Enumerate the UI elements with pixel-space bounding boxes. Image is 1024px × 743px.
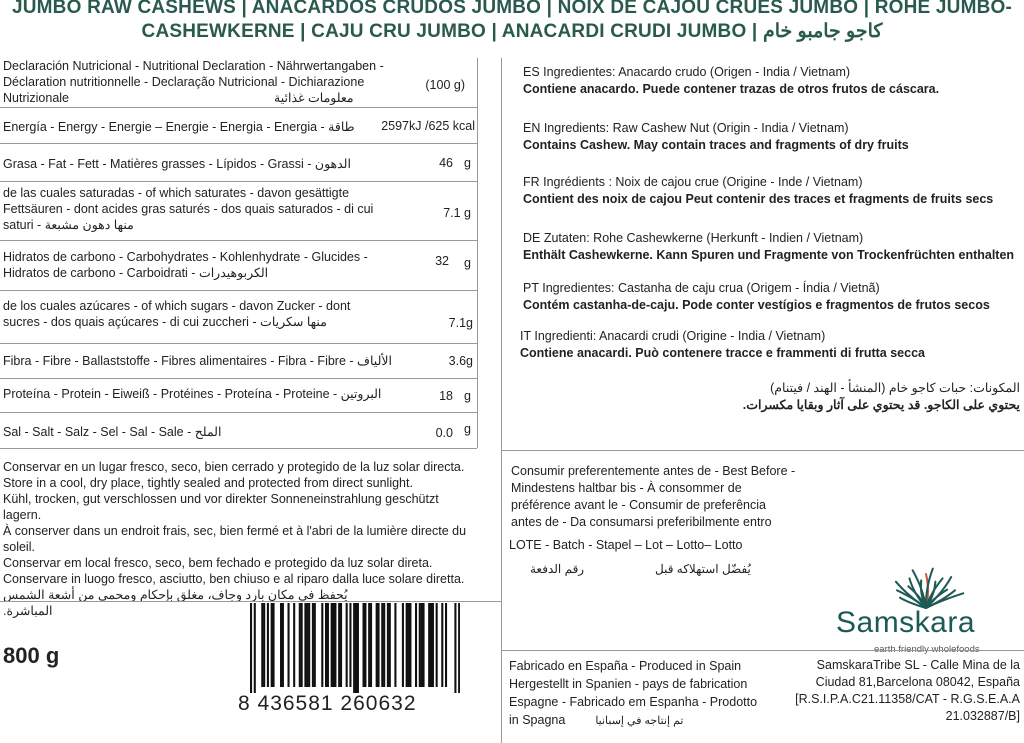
made-in-line: Espagne - Fabricado em Espanha - Prodotto xyxy=(509,695,758,709)
made-in-text: in Spagna xyxy=(509,713,566,727)
fat-value: 46 xyxy=(439,156,453,170)
barcode-graphic xyxy=(250,603,460,693)
divider xyxy=(0,107,477,108)
storage-line: Store in a cool, dry place, tightly sealed and protected from direct sunlight. xyxy=(3,476,413,490)
fibre-value: 3.6g xyxy=(448,354,473,368)
best-before-line: Mindestens haltbar bis - À consommer de xyxy=(511,481,742,495)
divider xyxy=(0,412,477,413)
best-before-arabic: يُفضّل استهلاكه قبل xyxy=(655,562,751,576)
salt-label: Sal - Salt - Salz - Sel - Sal - Sale - الملح xyxy=(3,425,222,439)
storage-line: Kühl, trocken, gut verschlossen und vor direkter Sonneneinstrahlung geschützt lagern. xyxy=(3,492,439,522)
company-address xyxy=(770,657,1020,725)
made-in-line xyxy=(509,711,769,730)
storage-line: Conservar em local fresco, seco, bem fechado e protegido da luz solar direta. xyxy=(3,556,433,570)
ingredients-text: FR Ingrédients : Noix de cajou crue (Origine - Inde / Vietnam) xyxy=(523,175,863,189)
ingredients-text: EN Ingredients: Raw Cashew Nut (Origin - India / Vietnam) xyxy=(523,121,849,135)
address-line: SamskaraTribe SL - Calle Mina de la xyxy=(816,658,1020,672)
made-in-line: Hergestellt in Spanien - pays de fabrication xyxy=(509,677,748,691)
nutrition-header xyxy=(3,58,403,106)
fat-label: Grasa - Fat - Fett - Matières grasses - Lípidos - Grassi - الدهون xyxy=(3,157,351,171)
ingredients-text: ES Ingredientes: Anacardo crudo (Origen - India / Vietnam) xyxy=(523,65,851,79)
allergen-text: يحتوي على الكاجو. قد يحتوي على آثار وبقايا مكسرات. xyxy=(742,398,1020,412)
carbs-value: 32 xyxy=(435,254,449,268)
protein-label: Proteína - Protein - Eiweiß - Protéines - Proteína - Proteine - البروتين xyxy=(3,387,382,401)
divider xyxy=(0,290,477,291)
best-before-line: préférence avant le - Consumir de preferência xyxy=(511,498,766,512)
divider xyxy=(0,448,477,449)
storage-line-arabic: يُحفظ في مكان بارد وجاف، مغلق بإحكام ومحمي من أشعة الشمس المباشرة. xyxy=(3,588,348,618)
carbs-unit: g xyxy=(464,256,471,270)
ingredients-fr xyxy=(523,174,993,208)
divider xyxy=(0,343,477,344)
storage-line: Conservar en un lugar fresco, seco, bien cerrado y protegido de la luz solar directa. xyxy=(3,460,465,474)
lot-label: LOTE - Batch - Stapel – Lot – Lotto– Lotto xyxy=(509,538,743,552)
ingredients-en xyxy=(523,120,909,154)
divider xyxy=(0,181,477,182)
storage-line: Conservare in luogo fresco, asciutto, ben chiuso e al riparo dalla luce solare diretta. xyxy=(3,572,465,586)
ingredients-text: IT Ingredienti: Anacardi crudi (Origine - India / Vietnam) xyxy=(520,329,826,343)
protein-value: 18 xyxy=(439,389,453,403)
allergen-text: Contains Cashew. May contain traces and fragments of dry fruits xyxy=(523,138,909,152)
divider xyxy=(0,601,501,602)
made-in xyxy=(509,657,769,730)
salt-value: 0.0 xyxy=(435,426,453,440)
tree-icon xyxy=(836,560,1016,610)
brand-logo xyxy=(836,560,1016,655)
saturates-value: 7.1 g xyxy=(443,206,471,220)
address-line: [R.S.I.P.A.C21.11358/CAT - R.G.S.E.A.A xyxy=(795,692,1020,706)
allergen-text: Enthält Cashewkerne. Kann Spuren und Fragmente von Trockenfrüchten enthalten xyxy=(523,248,1015,262)
fibre-label: Fibra - Fibre - Ballaststoffe - Fibres alimentaires - Fibra - Fibre - الألياف xyxy=(3,354,392,368)
per-100g: (100 g) xyxy=(425,78,465,92)
best-before-line: antes de - Da consumarsi preferibilmente entro xyxy=(511,515,772,529)
allergen-text: Contiene anacardi. Può contenere tracce e frammenti di frutta secca xyxy=(520,346,925,360)
made-in-arabic: تم إنتاجه في إسبانيا xyxy=(595,715,684,727)
ingredients-pt xyxy=(523,280,990,314)
sugars-value: 7.1g xyxy=(448,316,473,330)
column-divider xyxy=(501,58,502,743)
divider xyxy=(0,143,477,144)
nutrition-header-arabic: معلومات غذائية xyxy=(274,91,354,105)
net-weight: 800 g xyxy=(3,643,60,668)
storage-line: À conserver dans un endroit frais, sec, bien fermé et à l'abri de la lumière directe du soleil. xyxy=(3,524,467,554)
ingredients-de xyxy=(523,230,1014,264)
product-title-line-1: JUMBO RAW CASHEWS | ANACARDOS CRUDOS JUMBO | NOIX DE CAJOU CRUES JUMBO | ROHE JUMBO- xyxy=(11,0,1013,18)
storage-instructions xyxy=(3,459,473,619)
ingredients-text: المكونات: حبات كاجو خام (المنشأ - الهند / فيتنام) xyxy=(770,381,1020,395)
ingredients-text: DE Zutaten: Rohe Cashewkerne (Herkunft - Indien / Vietnam) xyxy=(523,231,864,245)
carbs-label: Hidratos de carbono - Carbohydrates - Kohlenhydrate - Glucides - Hidratos de carbono - Carboidrati - الكربوهيدرات xyxy=(3,250,368,280)
sugars-label: de los cuales azúcares - of which sugars - davon Zucker - dont sucres - dos quais açúcares - di cui zuccheri - منها سكريات xyxy=(3,299,351,329)
protein-unit: g xyxy=(464,389,471,403)
brand-tagline: earth friendly wholefoods xyxy=(874,644,980,655)
ingredients-ar xyxy=(600,380,1020,414)
nutrition-header-line xyxy=(3,90,403,106)
saturates-label: de las cuales saturadas - of which saturates - davon gesättigte Fettsäuren - dont acides gras saturés - dos quais saturados - di cui saturi - منها دهون مشبعة xyxy=(3,186,374,232)
product-title-line-2: CASHEWKERNE | CAJU CRU JUMBO | ANACARDI CRUDI JUMBO | كاجو جامبو خام xyxy=(141,21,883,42)
nutrition-header-text: Nutrizionale xyxy=(3,91,70,105)
divider xyxy=(0,240,477,241)
ingredients-it xyxy=(520,328,925,362)
barcode-number: 8 436581 260632 xyxy=(238,692,417,715)
energy-label: Energía - Energy - Energie – Energie - Energia - Energia - طاقة xyxy=(3,120,355,134)
energy-value: 2597kJ /625 kcal xyxy=(381,119,475,133)
allergen-text: Contient des noix de cajou Peut contenir des traces et fragments de fruits secs xyxy=(523,192,994,206)
divider xyxy=(501,650,1024,651)
salt-unit: g xyxy=(464,422,471,436)
ingredients-es xyxy=(523,64,939,98)
divider xyxy=(0,378,477,379)
ingredients-text: PT Ingredientes: Castanha de caju crua (Origem - Índia / Vietnã) xyxy=(523,281,880,295)
best-before xyxy=(511,463,811,531)
lot-label-arabic: رقم الدفعة xyxy=(530,562,585,576)
nutrition-header-line: Declaración Nutricional - Nutritional Declaration - Nährwertangaben - xyxy=(3,59,384,73)
nutrition-header-line: Déclaration nutritionnelle - Declaração Nutricional - Dichiarazione xyxy=(3,75,365,89)
allergen-text: Contiene anacardo. Puede contener trazas de otros frutos de cáscara. xyxy=(523,82,940,96)
address-line: 21.032887/B] xyxy=(945,709,1020,723)
divider xyxy=(501,450,1024,451)
allergen-text: Contém castanha-de-caju. Pode conter vestígios e fragmentos de frutos secos xyxy=(523,298,990,312)
made-in-line: Fabricado en España - Produced in Spain xyxy=(509,659,742,673)
fat-unit: g xyxy=(464,156,471,170)
brand-name: Samskara xyxy=(836,606,976,639)
address-line: Ciudad 81,Barcelona 08042, España xyxy=(815,675,1020,689)
nutrition-right-border xyxy=(477,58,478,448)
best-before-line: Consumir preferentemente antes de - Best Before - xyxy=(511,464,796,478)
